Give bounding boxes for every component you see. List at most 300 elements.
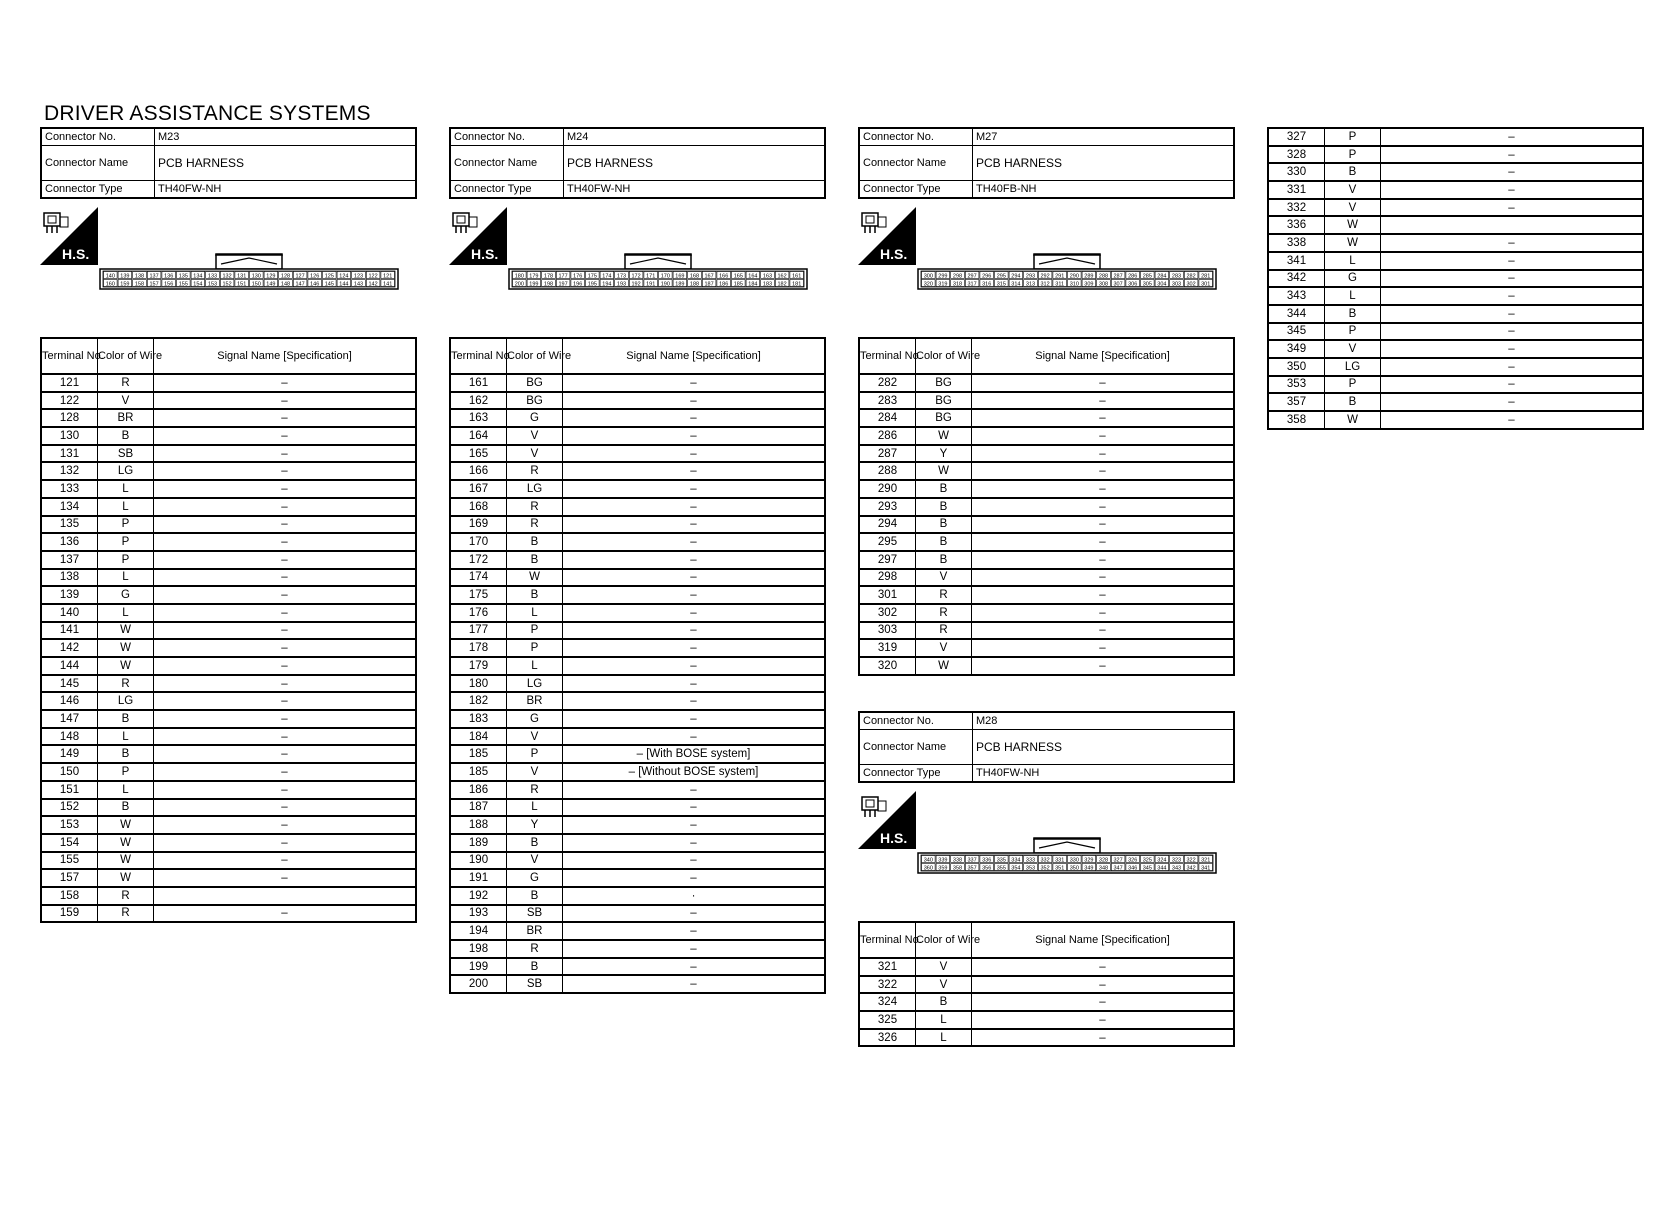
terminal-no-cell: 167 [450,480,507,498]
signal-name-cell: – [563,639,826,657]
signal-name-cell: – [154,604,417,622]
table-row [450,887,825,905]
pin-number: 360 [923,865,933,872]
connector-name-value: PCB HARNESS [973,146,1235,181]
pin-number: 140 [105,273,115,280]
pin-number: 173 [616,273,627,280]
pin-number: 340 [923,857,933,864]
wire-color-cell: L [98,728,154,746]
signal-name-cell: – [1381,234,1644,252]
table-row [859,1029,1234,1047]
pin-number: 333 [1025,857,1036,864]
pin-number: 125 [324,273,334,280]
wire-color-cell: R [507,781,563,799]
wire-color-cell: V [1325,199,1381,217]
terminal-table-header [41,338,416,374]
terminal-no-cell: 301 [859,586,916,604]
table-row [41,834,416,852]
wire-color-cell: W [916,657,972,675]
table-row [859,533,1234,551]
pin-number: 308 [1098,281,1109,288]
table-row [41,392,416,410]
signal-name-cell: – [563,922,826,940]
wire-color-cell: L [1325,252,1381,270]
pin-number: 332 [1040,857,1050,864]
pin-number: 352 [1040,865,1050,872]
terminal-no-cell: 330 [1268,163,1325,181]
pin-number: 131 [237,273,247,280]
hs-badge-label: H.S. [880,830,908,846]
signal-name-cell: – [154,569,417,587]
signal-name-cell: – [563,622,826,640]
table-row [450,922,825,940]
signal-name-cell: – [563,462,826,480]
connector-no-label: Connector No. [41,128,155,146]
terminal-no-cell: 294 [859,516,916,534]
table-row [41,516,416,534]
connector-info-table [858,711,1235,783]
terminal-no-cell: 134 [41,498,98,516]
pin-number: 288 [1098,273,1109,280]
terminal-no-cell: 135 [41,516,98,534]
terminal-no-cell: 328 [1268,146,1325,164]
terminal-no-cell: 137 [41,551,98,569]
signal-name-cell: – [972,427,1235,445]
terminal-no-cell: 199 [450,958,507,976]
pin-number: 144 [339,281,349,288]
pin-number: 307 [1113,281,1123,288]
pin-number: 191 [646,281,656,288]
connector-face-diagram [917,254,1217,290]
pin-number: 348 [1098,865,1109,872]
pin-number: 162 [777,273,787,280]
terminal-table-header [859,338,1234,374]
wire-color-cell: L [507,657,563,675]
terminal-no-cell: 353 [1268,376,1325,394]
terminal-no-cell: 174 [450,569,507,587]
pin-number: 303 [1171,281,1182,288]
pin-number: 289 [1084,273,1094,280]
wire-color-cell: G [98,586,154,604]
wire-color-cell: G [507,710,563,728]
terminal-no-cell: 295 [859,533,916,551]
signal-name-cell: – [1381,340,1644,358]
connector-type-label: Connector Type [859,765,973,783]
terminal-no-cell: 140 [41,604,98,622]
wire-color-cell: L [916,1029,972,1047]
pin-number: 286 [1128,273,1138,280]
table-row [41,498,416,516]
pin-number: 336 [982,857,992,864]
terminal-no-cell: 349 [1268,340,1325,358]
wire-color-cell: G [507,409,563,427]
pin-number: 355 [996,865,1006,872]
pin-number: 143 [353,281,364,288]
connector-face-diagram [917,838,1217,874]
signal-name-cell: – [563,710,826,728]
pin-number: 161 [792,273,802,280]
table-row [41,657,416,675]
wire-color-cell: B [1325,305,1381,323]
pin-number: 179 [529,273,539,280]
wire-color-cell: P [98,516,154,534]
table-row [450,692,825,710]
pin-number: 292 [1040,273,1050,280]
wire-color-cell: G [507,869,563,887]
terminal-no-cell: 165 [450,445,507,463]
table-row [450,728,825,746]
connector-info-table [858,127,1235,199]
signal-name-cell: – [154,498,417,516]
hs-badge-icon [858,791,916,849]
connector-block-m23 [40,127,417,923]
terminal-no-cell: 128 [41,409,98,427]
terminal-no-cell: 324 [859,993,916,1011]
pin-number: 322 [1186,857,1196,864]
table-row [41,799,416,817]
terminal-no-cell: 148 [41,728,98,746]
wire-color-cell: R [916,622,972,640]
hs-badge-icon [40,207,98,265]
pin-number: 337 [967,857,977,864]
pin-number: 344 [1157,865,1167,872]
wire-color-cell: W [98,852,154,870]
pin-number: 145 [324,281,334,288]
signal-name-cell [154,887,417,905]
pin-number: 165 [733,273,743,280]
signal-name-cell: – [563,657,826,675]
terminal-no-cell: 132 [41,462,98,480]
terminal-no-cell: 190 [450,852,507,870]
pin-number: 329 [1084,857,1094,864]
wire-color-cell: W [1325,234,1381,252]
signal-name-cell: – [563,551,826,569]
signal-name-cell: – [972,586,1235,604]
wire-color-cell: L [1325,287,1381,305]
color-of-wire-header: Color of Wire [98,338,154,374]
table-row [450,622,825,640]
pin-number: 335 [996,857,1006,864]
signal-name-cell: – [1381,305,1644,323]
terminal-no-cell: 343 [1268,287,1325,305]
pin-number: 304 [1157,281,1167,288]
wire-color-cell: B [916,993,972,1011]
pin-number: 180 [514,273,524,280]
terminal-no-cell: 141 [41,622,98,640]
table-row [1268,234,1643,252]
signal-name-cell: – [154,675,417,693]
wire-color-cell: R [98,905,154,923]
table-row [450,869,825,887]
signal-name-cell: – [1381,128,1644,146]
terminal-no-cell: 162 [450,392,507,410]
terminal-no-cell: 144 [41,657,98,675]
wire-color-cell: W [507,569,563,587]
signal-name-cell: – [563,480,826,498]
wire-color-cell: V [507,763,563,781]
table-row [450,604,825,622]
terminal-no-cell: 177 [450,622,507,640]
table-row [450,710,825,728]
color-of-wire-header: Color of Wire [916,338,972,374]
connector-type-value: TH40FW-NH [155,181,417,199]
table-row [450,551,825,569]
wire-color-cell: V [916,958,972,976]
pin-number: 358 [952,865,963,872]
signal-name-cell: – [Without BOSE system] [563,763,826,781]
connector-type-label: Connector Type [41,181,155,199]
connector-no-label: Connector No. [450,128,564,146]
pin-number: 142 [368,281,378,288]
terminal-no-cell: 152 [41,799,98,817]
table-row [41,374,416,392]
pin-number: 338 [952,857,963,864]
pin-number: 321 [1201,857,1211,864]
pin-number: 318 [952,281,963,288]
table-row [1268,411,1643,429]
signal-name-header: Signal Name [Specification] [972,338,1235,374]
signal-name-cell: – [1381,199,1644,217]
signal-name-cell: – [972,1011,1235,1029]
signal-name-cell: – [154,781,417,799]
wire-color-cell: P [1325,376,1381,394]
signal-name-cell: – [972,622,1235,640]
terminal-no-cell: 326 [859,1029,916,1047]
wire-color-cell: SB [507,975,563,993]
table-row [450,975,825,993]
table-row [450,816,825,834]
pin-number: 309 [1084,281,1094,288]
pin-number: 301 [1201,281,1211,288]
terminal-no-cell: 154 [41,834,98,852]
signal-name-cell: – [972,498,1235,516]
pin-number: 315 [996,281,1006,288]
terminal-no-cell: 319 [859,639,916,657]
table-row [41,480,416,498]
connector-diagram [449,199,826,337]
wire-color-cell: P [98,763,154,781]
pin-number: 326 [1128,857,1138,864]
wire-color-cell: B [507,958,563,976]
wire-color-cell: W [916,462,972,480]
signal-name-cell: – [972,462,1235,480]
wire-color-cell: L [98,480,154,498]
pin-number: 134 [193,273,203,280]
terminal-no-cell: 121 [41,374,98,392]
terminal-no-header: Terminal No. [859,922,916,958]
connector-diagram [858,199,1235,337]
pin-number: 341 [1201,865,1211,872]
terminal-no-cell: 136 [41,533,98,551]
wire-color-cell: V [507,852,563,870]
pin-number: 154 [193,281,203,288]
pin-number: 306 [1128,281,1138,288]
table-row [41,710,416,728]
terminal-no-cell: 322 [859,976,916,994]
signal-name-cell: – [563,728,826,746]
pin-number: 328 [1098,857,1109,864]
terminal-table [449,337,826,994]
pin-number: 293 [1025,273,1036,280]
terminal-no-cell: 200 [450,975,507,993]
wire-color-cell: W [98,834,154,852]
wire-color-cell: V [507,728,563,746]
table-row [450,639,825,657]
wire-color-cell: R [98,374,154,392]
table-row [41,728,416,746]
terminal-no-cell: 341 [1268,252,1325,270]
pin-number: 342 [1186,865,1196,872]
wire-color-cell: BR [507,692,563,710]
terminal-no-cell: 149 [41,745,98,763]
terminal-no-cell: 139 [41,586,98,604]
table-row [41,816,416,834]
table-row [41,462,416,480]
table-row [41,675,416,693]
terminal-no-cell: 358 [1268,411,1325,429]
pin-number: 166 [719,273,729,280]
signal-name-cell: – [154,533,417,551]
wire-color-cell: BR [507,922,563,940]
table-row [450,480,825,498]
pin-number: 151 [237,281,247,288]
terminal-no-cell: 133 [41,480,98,498]
table-row [859,480,1234,498]
connector-info-table [449,127,826,199]
hs-badge-label: H.S. [471,246,499,262]
table-row [859,976,1234,994]
terminal-no-cell: 169 [450,516,507,534]
table-row [450,905,825,923]
signal-name-cell: – [563,586,826,604]
wire-color-cell: L [507,799,563,817]
wire-color-cell: G [1325,270,1381,288]
pin-number: 139 [120,273,130,280]
signal-name-cell: – [With BOSE system] [563,745,826,763]
pin-number: 296 [982,273,992,280]
signal-name-cell: – [563,975,826,993]
pin-number: 331 [1055,857,1065,864]
table-row [1268,287,1643,305]
terminal-no-cell: 178 [450,639,507,657]
table-row [450,409,825,427]
signal-name-cell: – [563,533,826,551]
pin-number: 284 [1157,273,1167,280]
terminal-no-cell: 166 [450,462,507,480]
terminal-no-cell: 175 [450,586,507,604]
connector-type-label: Connector Type [859,181,973,199]
signal-name-cell: – [154,763,417,781]
signal-name-cell: – [972,374,1235,392]
signal-name-cell: – [972,516,1235,534]
terminal-no-cell: 191 [450,869,507,887]
table-row [450,392,825,410]
table-row [450,675,825,693]
terminal-no-cell: 138 [41,569,98,587]
signal-name-cell: – [154,480,417,498]
pin-number: 282 [1186,273,1196,280]
table-row [859,462,1234,480]
pin-number: 183 [762,281,773,288]
connector-block-m24 [449,127,826,994]
signal-name-cell: – [1381,393,1644,411]
terminal-no-cell: 161 [450,374,507,392]
wire-color-cell: LG [98,462,154,480]
terminal-no-cell: 185 [450,745,507,763]
signal-name-cell: – [154,852,417,870]
table-row [1268,270,1643,288]
pin-number: 129 [266,273,276,280]
pin-number: 192 [631,281,641,288]
terminal-no-cell: 342 [1268,270,1325,288]
terminal-no-cell: 192 [450,887,507,905]
pin-number: 132 [222,273,232,280]
signal-name-cell: – [563,905,826,923]
signal-name-cell: – [154,905,417,923]
table-row [450,586,825,604]
signal-name-cell: – [563,569,826,587]
signal-name-cell: – [563,692,826,710]
pin-number: 174 [602,273,612,280]
table-row [450,374,825,392]
wire-color-cell: R [507,498,563,516]
wire-color-cell: L [507,604,563,622]
pin-number: 127 [295,273,305,280]
signal-name-cell: – [563,675,826,693]
connector-type-label: Connector Type [450,181,564,199]
signal-name-cell: – [563,816,826,834]
wire-color-cell: B [916,551,972,569]
terminal-no-cell: 179 [450,657,507,675]
table-row [41,887,416,905]
table-row [450,940,825,958]
wire-color-cell: L [98,569,154,587]
pin-number: 187 [704,281,714,288]
signal-name-cell: – [972,993,1235,1011]
pin-number: 141 [383,281,393,288]
terminal-no-cell: 284 [859,409,916,427]
pin-number: 298 [952,273,963,280]
terminal-no-cell: 164 [450,427,507,445]
signal-name-cell: – [1381,376,1644,394]
pin-number: 136 [164,273,174,280]
color-of-wire-header: Color of Wire [916,922,972,958]
pin-number: 128 [280,273,291,280]
pin-number: 310 [1069,281,1079,288]
table-row [1268,393,1643,411]
wire-color-cell: W [98,869,154,887]
pin-number: 343 [1171,865,1182,872]
wire-color-cell: B [507,887,563,905]
terminal-no-cell: 332 [1268,199,1325,217]
wire-color-cell: BG [507,374,563,392]
terminal-no-cell: 170 [450,533,507,551]
pin-number: 197 [558,281,568,288]
terminal-no-cell: 180 [450,675,507,693]
page-title: DRIVER ASSISTANCE SYSTEMS [44,102,371,125]
pin-number: 182 [777,281,787,288]
terminal-table-continued [1267,127,1644,430]
wire-color-cell: P [507,622,563,640]
pin-number: 130 [251,273,261,280]
signal-name-cell: – [154,586,417,604]
table-row [41,905,416,923]
signal-name-cell: – [972,1029,1235,1047]
pin-number: 124 [339,273,349,280]
signal-name-cell: – [972,480,1235,498]
table-row [1268,181,1643,199]
pin-number: 186 [719,281,729,288]
